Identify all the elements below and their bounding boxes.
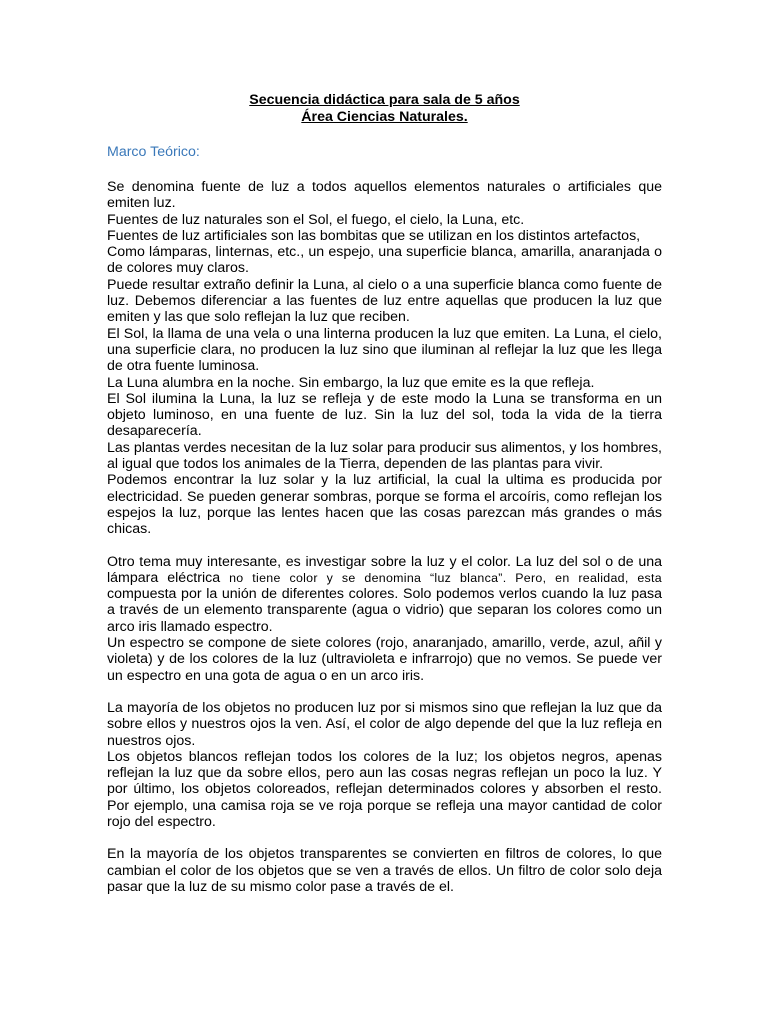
paragraph-group-filters — [107, 846, 662, 895]
paragraph: Fuentes de luz naturales son el Sol, el fuego, el cielo, la Luna, etc. — [107, 211, 525, 228]
paragraph: Se denomina fuente de luz a todos aquellos elementos naturales o artificiales que emiten luz. — [107, 179, 662, 212]
paragraph: En la mayoría de los objetos transparentes se convierten en filtros de colores, lo que cambian el color de los objetos que se ven a través de ellos. Un filtro de color solo deja pasar que la luz de su mismo color pase a través de el. — [107, 846, 662, 895]
text-run-small: no tiene color y se denomina “luz blanca”. Pero, en realidad, esta — [229, 570, 662, 585]
paragraph: Fuentes de luz artificiales son las bombitas que se utilizan en los distintos artefactos, — [107, 227, 641, 244]
section-heading: Marco Teórico: — [107, 144, 200, 160]
text-run: Otro tema muy interesante, es investigar sobre la luz y el color. La luz del sol o de una lámpara eléctrica — [107, 553, 662, 586]
paragraph: La mayoría de los objetos no producen luz por si mismos sino que reflejan la luz que da sobre ellos y nuestros ojos la ven. Así, el color de algo depende del que la luz refleja en nuestros ojos. — [107, 699, 662, 749]
paragraph-group-light-color — [107, 554, 662, 684]
paragraph — [107, 554, 662, 635]
title-line-2: Área Ciencias Naturales. — [301, 109, 468, 125]
paragraph-group-reflection — [107, 700, 662, 830]
title-line-1: Secuencia didáctica para sala de 5 años — [249, 92, 520, 108]
document-page — [107, 92, 662, 911]
paragraph-group-light-sources — [107, 179, 662, 538]
paragraph: El Sol, la llama de una vela o una linterna producen la luz que emiten. La Luna, el cielo, una superficie clara, no producen la luz sino que iluminan al reflejar la luz que les llega de otra fuente luminosa. — [107, 325, 662, 375]
paragraph: Los objetos blancos reflejan todos los colores de la luz; los objetos negros, apenas reflejan la luz que da sobre ellos, pero aun las cosas negras reflejan un poco la luz. Y por último, los objetos coloreados, reflejan determinados colores y absorben el resto. Por ejemplo, una camisa roja se ve roja porque se refleja una mayor cantidad de color rojo del espectro. — [107, 748, 662, 830]
paragraph: La Luna alumbra en la noche. Sin embargo, la luz que emite es la que refleja. — [107, 374, 595, 391]
paragraph: Como lámparas, linternas, etc., un espejo, una superficie blanca, amarilla, anaranjada o de colores muy claros. — [107, 244, 662, 277]
paragraph: Un espectro se compone de siete colores (rojo, anaranjado, amarillo, verde, azul, añil y violeta) y de los colores de la luz (ultravioleta e infrarrojo) que no vemos. Se puede ver un espectro en una gota de agua o en un arco iris. — [107, 635, 662, 684]
paragraph: Podemos encontrar la luz solar y la luz artificial, la cual la ultima es producida por electricidad. Se pueden generar sombras, porque se forma el arcoíris, como reflejan los espejos la luz, porque las lentes hacen que las cosas parezcan más grandes o más chicas. — [107, 472, 662, 538]
text-run: compuesta por la unión de diferentes colores. Solo podemos verlos cuando la luz pasa a través de un elemento transparente (agua o vidrio) que separan los colores como un arco iris llamado espectro. — [107, 586, 662, 635]
paragraph: Puede resultar extraño definir la Luna, al cielo o a una superficie blanca como fuente de luz. Debemos diferenciar a las fuentes de luz entre aquellas que producen la luz que emiten y las que solo reflejan la luz que reciben. — [107, 276, 662, 326]
paragraph: Las plantas verdes necesitan de la luz solar para producir sus alimentos, y los hombres, al igual que todos los animales de la Tierra, dependen de las plantas para vivir. — [107, 439, 662, 473]
paragraph: El Sol ilumina la Luna, la luz se refleja y de este modo la Luna se transforma en un objeto luminoso, en una fuente de luz. Sin la luz del sol, toda la vida de la tierra desaparecería. — [107, 390, 662, 440]
